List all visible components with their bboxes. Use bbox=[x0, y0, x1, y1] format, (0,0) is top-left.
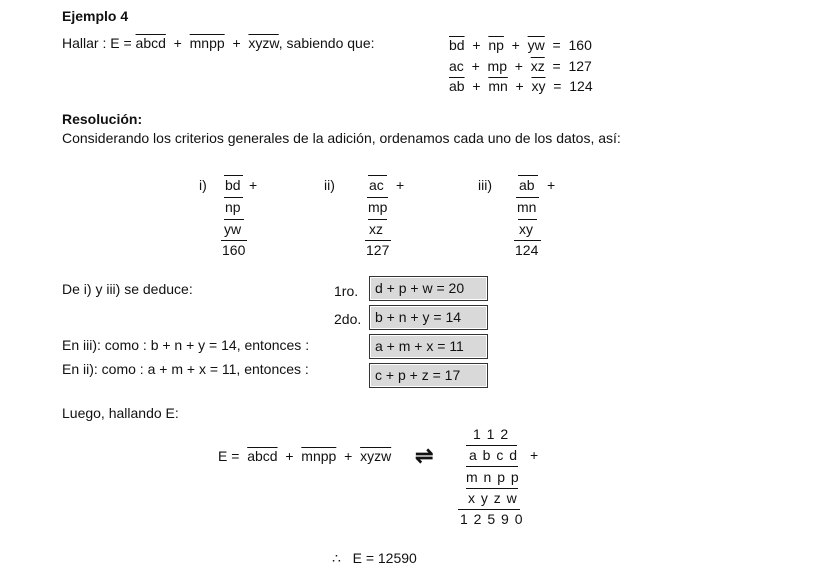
condition-term: $\overline{yw}$ bbox=[527, 37, 545, 53]
column-row: a b c d bbox=[469, 447, 519, 463]
condition-term: $\overline{ab}$ bbox=[449, 78, 465, 94]
condition-term: $\overline{xy}$ bbox=[531, 78, 546, 94]
sum-result: 124 bbox=[515, 242, 539, 258]
conclusion-text: E = 12590 bbox=[352, 550, 417, 566]
sum-row: xy bbox=[519, 221, 533, 237]
sum-row: mn bbox=[517, 199, 537, 215]
sum-label: i) bbox=[199, 177, 207, 193]
equivalence-arrow-icon: ⇌ bbox=[415, 443, 434, 468]
term-mnpp: mnpp bbox=[301, 448, 337, 464]
column-row: x y z w bbox=[468, 490, 518, 506]
term-xyzw: xyzw bbox=[248, 35, 279, 51]
result-box-1: d + p + w = 20 bbox=[369, 276, 488, 301]
term-mnpp: mnpp bbox=[189, 35, 225, 51]
sum-row: mp bbox=[368, 199, 388, 215]
sum-label: iii) bbox=[478, 177, 492, 193]
resolucion-text: Considerando los criterios generales de la adición, ordenamos cada uno de los datos, así: bbox=[62, 130, 621, 146]
resolucion-heading: Resolución: bbox=[62, 111, 143, 127]
condition-term: $\overline{xz}$ bbox=[530, 58, 545, 74]
sum-row: bd bbox=[225, 177, 241, 193]
plus-sign: + bbox=[249, 177, 258, 193]
plus-sign: + bbox=[344, 448, 353, 464]
condition-term: $\overline{mn}$ bbox=[488, 78, 508, 94]
equals-sign: = bbox=[553, 78, 562, 94]
column-result: 1 2 5 9 0 bbox=[460, 511, 524, 527]
sum-row: np bbox=[225, 199, 241, 215]
sum-row: xz bbox=[369, 221, 383, 237]
term-xyzw: xyzw bbox=[360, 448, 392, 464]
carry-digits: 1 1 2 bbox=[473, 426, 510, 442]
condition-term: ac bbox=[449, 58, 464, 74]
result-box-4: c + p + z = 17 bbox=[369, 363, 488, 388]
condition-term: mp bbox=[487, 58, 507, 74]
condition-result: 124 bbox=[569, 78, 593, 94]
condition-row: $\overline{ab} + \overline{mn} + \overline{xy} = 124$ bbox=[449, 78, 593, 94]
equals-sign: = bbox=[552, 37, 561, 53]
luego-text: Luego, hallando E: bbox=[62, 405, 179, 421]
condition-term: $\overline{bd}$ bbox=[449, 37, 465, 53]
final-eq-prefix: E = bbox=[218, 448, 240, 464]
ordinal-1ro: 1ro. bbox=[334, 283, 359, 299]
sum-result: 160 bbox=[222, 242, 246, 258]
conclusion bbox=[332, 551, 417, 565]
hallar-prefix: Hallar : E = bbox=[62, 35, 132, 51]
plus-sign: + bbox=[173, 35, 182, 51]
result-box-3: a + m + x = 11 bbox=[369, 334, 488, 359]
plus-sign: + bbox=[396, 177, 405, 193]
en-iii-text: En iii): como : b + n + y = 14, entonces : bbox=[62, 337, 310, 353]
sum-row: yw bbox=[224, 221, 242, 237]
sum-row: ab bbox=[519, 177, 535, 193]
plus-sign: + bbox=[285, 448, 294, 464]
term-abcd: abcd bbox=[247, 448, 278, 464]
condition-row: $\overline{bd} + \overline{np} + \overline{yw} = 160$ bbox=[449, 37, 592, 53]
result-box-2: b + n + y = 14 bbox=[369, 305, 488, 330]
example-title: Ejemplo 4 bbox=[62, 8, 129, 24]
condition-term: $\overline{np}$ bbox=[488, 37, 504, 53]
ordinal-2do: 2do. bbox=[334, 311, 362, 327]
deduce-text: De i) y iii) se deduce: bbox=[62, 281, 193, 297]
plus-sign: + bbox=[547, 177, 556, 193]
condition-result: 160 bbox=[568, 37, 592, 53]
sum-result: 127 bbox=[366, 242, 390, 258]
hallar-suffix: , sabiendo que: bbox=[278, 35, 375, 51]
sum-row: ac bbox=[369, 177, 384, 193]
final-equation bbox=[218, 449, 391, 463]
column-row: m n p p bbox=[466, 469, 520, 485]
term-abcd: abcd bbox=[135, 35, 166, 51]
plus-sign: + bbox=[530, 447, 539, 463]
condition-result: 127 bbox=[568, 58, 592, 74]
plus-sign: + bbox=[232, 35, 241, 51]
therefore-icon: ∴ bbox=[332, 550, 341, 566]
sum-label: ii) bbox=[324, 177, 335, 193]
condition-row: ac + mp + $\overline{xz} = 127$ bbox=[449, 58, 592, 74]
equals-sign: = bbox=[552, 58, 561, 74]
en-ii-text: En ii): como : a + m + x = 11, entonces : bbox=[62, 361, 309, 377]
hallar-statement bbox=[62, 36, 375, 50]
